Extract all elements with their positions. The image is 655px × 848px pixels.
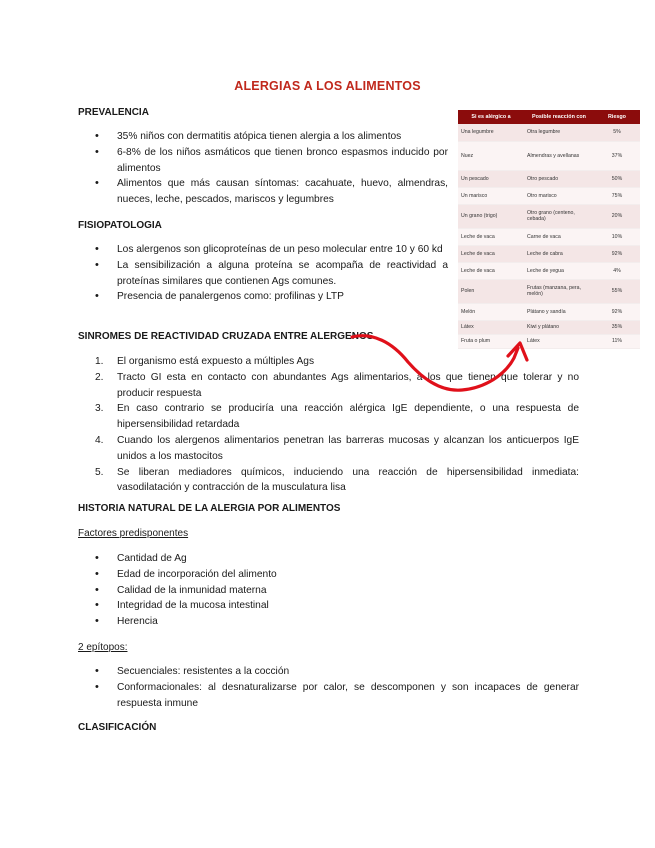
table-row [458, 187, 640, 204]
table-cell: Leche de yegua [524, 262, 594, 279]
table-cell: 35% [594, 320, 640, 334]
table-cell: Frutas (manzana, pera, melón) [524, 279, 594, 303]
table-cell: Una legumbre [458, 124, 524, 141]
table-row [458, 228, 640, 245]
prevalencia-heading: PREVALENCIA [78, 107, 149, 118]
table-cell: Almendras y avellanas [524, 141, 594, 170]
item-text: Cuando los alergenos alimentarios penetran las barreras mucosas y alcanzan los anticuerpos IgE unidos a los mastocitos [117, 434, 579, 462]
item-number: 4. [95, 434, 104, 446]
table-cell: Carne de vaca [524, 228, 594, 245]
table-cell: 11% [594, 334, 640, 348]
list-item: • Calidad de la inmunidad materna [95, 583, 579, 599]
item-number: 5. [95, 466, 104, 478]
item-text: Se liberan mediadores químicos, induciendo una reacción de hipersensibilidad inmediata: vasodilatación y contracción de la musculatura lisa [117, 466, 579, 494]
table-cell: 55% [594, 279, 640, 303]
list-item: • Secuenciales: resistentes a la cocción [95, 664, 579, 680]
item-text: El organismo está expuesto a múltiples Ags [117, 356, 315, 367]
table-cell: 75% [594, 187, 640, 204]
table-cell: 4% [594, 262, 640, 279]
table-cell: Leche de vaca [458, 228, 524, 245]
table-header-cell: Riesgo [594, 110, 640, 124]
table-cell: Leche de cabra [524, 245, 594, 262]
list-item: • Edad de incorporación del alimento [95, 567, 579, 583]
prevalencia-list [95, 129, 448, 208]
list-item: • Presencia de panalergenos como: profilinas y LTP [95, 289, 448, 305]
table-cell: Látex [524, 334, 594, 348]
list-item: • 6-8% de los niños asmáticos que tienen bronco espasmos inducido por alimentos [95, 145, 448, 177]
list-item: • Alimentos que más causan síntomas: cacahuate, huevo, almendras, nueces, leche, pescados, mariscos y legumbres [95, 176, 448, 208]
table-cell: Kiwi y plátano [524, 320, 594, 334]
historia-heading: HISTORIA NATURAL DE LA ALERGIA POR ALIMENTOS [78, 503, 341, 514]
table-cell: Un pescado [458, 170, 524, 187]
fisiopatologia-list [95, 242, 448, 305]
item-number: 2. [95, 371, 104, 383]
table-cell: Polen [458, 279, 524, 303]
table-cell: Otro pescado [524, 170, 594, 187]
sindromes-list [95, 354, 579, 496]
table-cell: Plátano y sandía [524, 303, 594, 320]
list-item: • La sensibilización a alguna proteína se acompaña de reactividad a proteínas similares que contienen Ags comunes. [95, 258, 448, 290]
table-row [458, 303, 640, 320]
table-cell: Un grano (trigo) [458, 204, 524, 228]
list-item [95, 354, 579, 370]
table-cell: 50% [594, 170, 640, 187]
list-item: • Integridad de la mucosa intestinal [95, 598, 579, 614]
item-text: Tracto GI esta en contacto con abundantes Ags alimentarios, a los que tienen que tolerar y no producir respuesta [117, 371, 579, 399]
factores-heading: Factores predisponentes [78, 528, 189, 539]
table-row [458, 320, 640, 334]
page-title: ALERGIAS A LOS ALIMENTOS [234, 79, 421, 93]
table-cell: 10% [594, 228, 640, 245]
table-row [458, 124, 640, 141]
table-row [458, 334, 640, 348]
table-header-row [458, 110, 640, 124]
table-cell: 5% [594, 124, 640, 141]
table-row [458, 141, 640, 170]
table-cell: 37% [594, 141, 640, 170]
sindromes-heading: SINROMES DE REACTIVIDAD CRUZADA ENTRE ALERGENOS [78, 331, 374, 342]
list-item: • 35% niños con dermatitis atópica tienen alergia a los alimentos [95, 129, 448, 145]
table-cell: Látex [458, 320, 524, 334]
list-item: • Los alergenos son glicoproteínas de un peso molecular entre 10 y 60 kd [95, 242, 448, 258]
factores-list [95, 551, 579, 630]
table-row [458, 204, 640, 228]
table-cell: 92% [594, 303, 640, 320]
list-item [95, 465, 579, 497]
cross-reactivity-table [458, 110, 640, 349]
item-number: 1. [95, 356, 104, 367]
list-item: • Herencia [95, 614, 579, 630]
table-cell: Otro grano (centeno, cebada) [524, 204, 594, 228]
fisiopatologia-heading: FISIOPATOLOGIA [78, 220, 162, 231]
table-cell: Leche de vaca [458, 262, 524, 279]
list-item [95, 370, 579, 402]
table-cell: Melón [458, 303, 524, 320]
table-row [458, 262, 640, 279]
item-text: En caso contrario se produciría una reacción alérgica IgE dependiente, o una respuesta de hipersensibilidad retardada [117, 403, 579, 431]
table-cell: Un marisco [458, 187, 524, 204]
table-header-cell: Si es alérgico a [458, 110, 524, 124]
table-row [458, 279, 640, 303]
table-header-cell: Posible reacción con [524, 110, 594, 124]
epitopos-list [95, 664, 579, 711]
table-cell: 20% [594, 204, 640, 228]
table-row [458, 245, 640, 262]
list-item [95, 433, 579, 465]
table-cell: Leche de vaca [458, 245, 524, 262]
table-cell: Otra legumbre [524, 124, 594, 141]
list-item [95, 401, 579, 433]
table-cell: Nuez [458, 141, 524, 170]
clasificacion-heading: CLASIFICACIÓN [78, 722, 157, 733]
table-cell: Fruta o plum [458, 334, 524, 348]
epitopos-heading: 2 epítopos: [78, 642, 128, 653]
table-cell: Otro marisco [524, 187, 594, 204]
list-item: • Cantidad de Ag [95, 551, 579, 567]
item-number: 3. [95, 403, 104, 415]
table-cell: 92% [594, 245, 640, 262]
table-row [458, 170, 640, 187]
list-item: • Conformacionales: al desnaturalizarse por calor, se descomponen y son incapaces de generar respuesta inmune [95, 680, 579, 712]
